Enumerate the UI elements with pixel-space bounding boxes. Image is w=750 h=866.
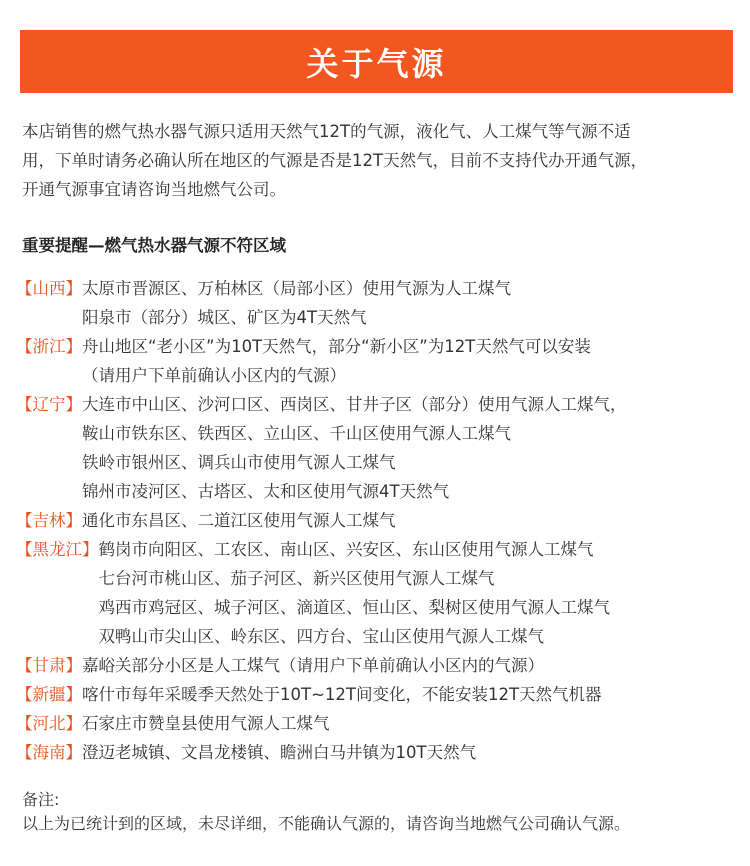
- title-banner: [20, 30, 733, 93]
- region-line: 鞍山市铁东区、铁西区、立山区、千山区使用气源人工煤气: [82, 424, 511, 443]
- region-tag: 【河北】: [16, 714, 82, 733]
- intro-line: 用，下单时请务必确认所在地区的气源是否是12T天然气，目前不支持代办开通气源，: [22, 151, 648, 170]
- region-tag: 【黑龙江】: [16, 540, 99, 559]
- region-tag: 【山西】: [16, 279, 82, 298]
- region-item: [16, 332, 741, 390]
- region-line: 七台河市桃山区、茄子河区、新兴区使用气源人工煤气: [98, 569, 495, 588]
- intro-line: 本店销售的燃气热水器气源只适用天然气12T的气源，液化气、人工煤气等气源不适: [22, 122, 631, 141]
- region-line: 锦州市凌河区、古塔区、太和区使用气源4T天然气: [82, 482, 450, 501]
- region-tag: 【浙江】: [16, 337, 82, 356]
- region-line: 喀什市每年采暖季天然处于10T~12T间变化，不能安装12T天然气机器: [82, 685, 602, 704]
- region-item: [16, 651, 741, 680]
- region-list: [16, 274, 741, 767]
- region-tag: 【甘肃】: [16, 656, 82, 675]
- region-line: 鸡西市鸡冠区、城子河区、滴道区、恒山区、梨树区使用气源人工煤气: [98, 598, 610, 617]
- region-line: 嘉峪关部分小区是人工煤气（请用户下单前确认小区内的气源）: [82, 656, 544, 675]
- section-title: 重要提醒—燃气热水器气源不符区域: [22, 236, 286, 255]
- region-line: 通化市东昌区、二道江区使用气源人工煤气: [82, 511, 396, 530]
- region-line: 大连市中山区、沙河口区、西岗区、甘井子区（部分）使用气源人工煤气，: [82, 395, 627, 414]
- region-tag: 【新疆】: [16, 685, 82, 704]
- intro-line: 开通气源事宜请咨询当地燃气公司。: [22, 180, 286, 199]
- region-line: 太原市晋源区、万柏林区（局部小区）使用气源为人工煤气: [82, 279, 511, 298]
- region-item: [16, 390, 741, 506]
- footnote-label: 备注:: [22, 790, 60, 809]
- region-line: 澄迈老城镇、文昌龙楼镇、瞻洲白马井镇为10T天然气: [82, 743, 477, 762]
- region-line: 舟山地区“老小区”为10T天然气，部分“新小区”为12T天然气可以安装: [82, 337, 591, 356]
- region-item: [16, 535, 741, 651]
- intro-paragraph: [22, 117, 734, 204]
- region-line: （请用户下单前确认小区内的气源）: [82, 366, 346, 385]
- region-line: 双鸭山市尖山区、岭东区、四方台、宝山区使用气源人工煤气: [98, 627, 544, 646]
- region-line: 铁岭市银州区、调兵山市使用气源人工煤气: [82, 453, 396, 472]
- region-tag: 【海南】: [16, 743, 82, 762]
- footnote-text: 以上为已统计到的区域，未尽详细，不能确认气源的，请咨询当地燃气公司确认气源。: [22, 814, 631, 833]
- region-item: [16, 738, 741, 767]
- region-item: [16, 274, 741, 332]
- region-item: [16, 506, 741, 535]
- region-line: 石家庄市赞皇县使用气源人工煤气: [82, 714, 330, 733]
- page-title: 关于气源: [306, 44, 447, 83]
- region-line: 鹤岗市向阳区、工农区、南山区、兴安区、东山区使用气源人工煤气: [98, 540, 594, 559]
- region-tag: 【辽宁】: [16, 395, 82, 414]
- region-line: 阳泉市（部分）城区、矿区为4T天然气: [82, 308, 367, 327]
- region-item: [16, 680, 741, 709]
- region-item: [16, 709, 741, 738]
- footnote: [22, 788, 734, 836]
- region-tag: 【吉林】: [16, 511, 82, 530]
